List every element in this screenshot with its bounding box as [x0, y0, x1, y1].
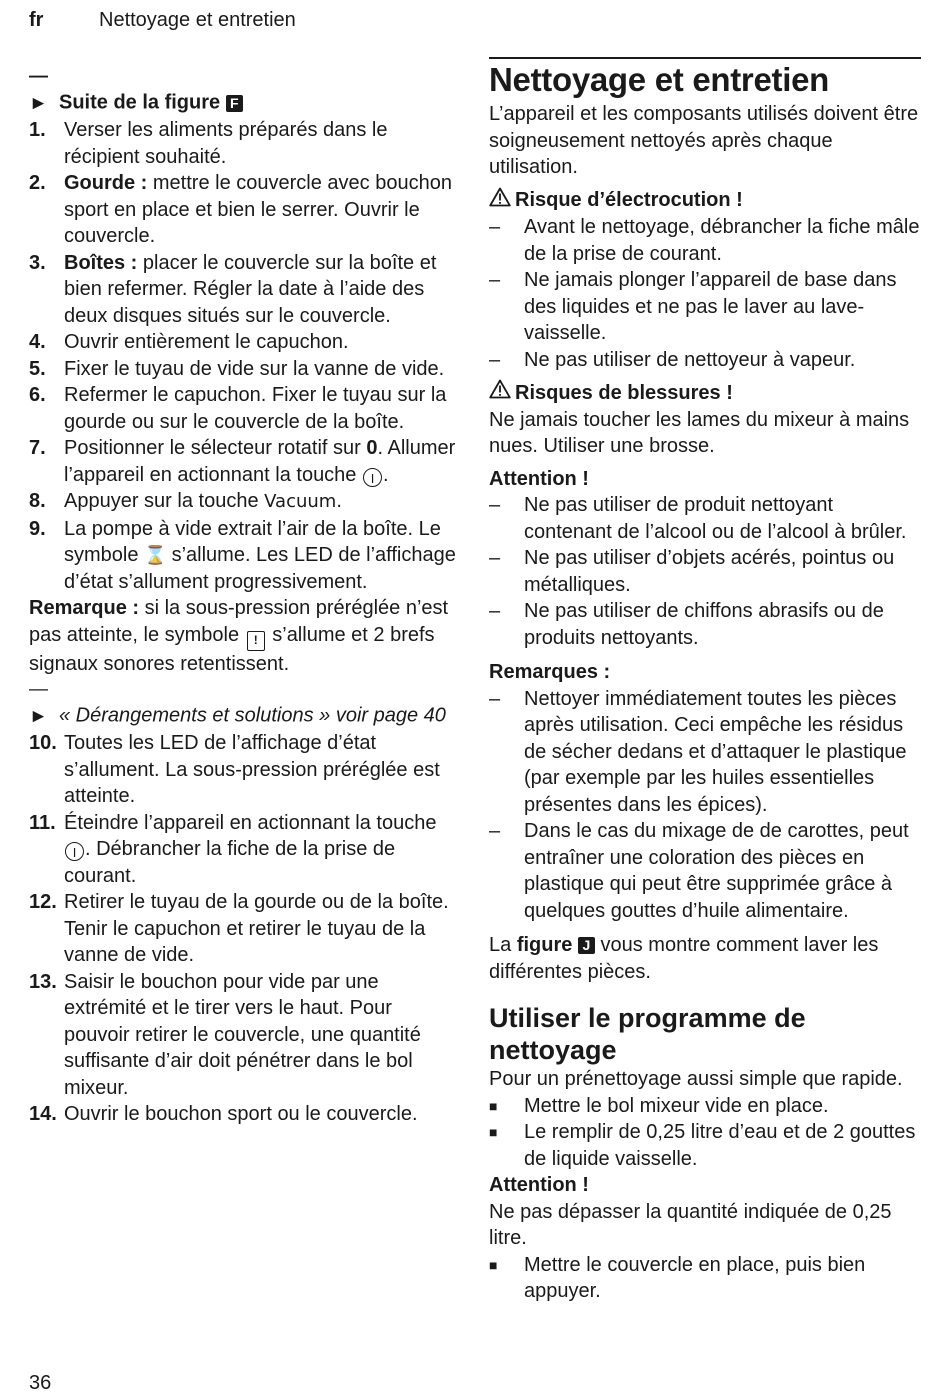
- warning-heading: Risques de blessures !: [489, 379, 921, 407]
- warning-list: [489, 214, 921, 373]
- warning-triangle-icon: [489, 187, 515, 215]
- list-item: ■ Mettre le couvercle en place, puis bien appuyer.: [489, 1252, 921, 1305]
- arrow-right-icon: —►: [29, 679, 46, 727]
- list-item: ■ Le remplir de 0,25 litre d’eau et de 2 gouttes de liquide vaisselle.: [489, 1119, 921, 1172]
- step-item: 13. Saisir le bouchon pour vide par une extrémité et le tirer vers le haut. Pour pouvoir retirer le couvercle, une quantité suffisante d’air doit pénétrer dans le bol mixeur.: [29, 970, 421, 1099]
- dash-marker: –: [489, 269, 501, 291]
- program-intro: Pour un prénettoyage aussi simple que rapide.: [489, 1068, 903, 1090]
- vacuum-symbol-icon: ⌛: [144, 545, 167, 565]
- program-list: [489, 1093, 921, 1173]
- steps-list-end: [29, 889, 461, 1128]
- program-list: [489, 1252, 921, 1305]
- dash-marker: –: [489, 216, 501, 238]
- warning-heading: Risque d’électrocution !: [489, 187, 921, 215]
- dash-marker: –: [489, 348, 501, 371]
- page-number: 36: [29, 1372, 52, 1394]
- step-item: 5. Fixer le tuyau de vide sur la vanne de vide.: [29, 357, 445, 380]
- step-item: 7. Positionner le sélecteur rotatif sur 0. Allumer l’appareil en actionnant la touche I .: [29, 437, 456, 486]
- header-title: Nettoyage et entretien: [99, 9, 296, 31]
- steps-list: [29, 117, 461, 435]
- power-button-icon: I: [65, 842, 84, 861]
- warning-triangle-icon: [489, 379, 515, 407]
- dash-marker: –: [489, 687, 501, 710]
- figure-note: La figure J vous montre comment laver les différentes pièces.: [489, 934, 879, 983]
- subsection-title: Utiliser le programme de nettoyage: [489, 1003, 806, 1065]
- list-item: – Ne pas utiliser de nettoyeur à vapeur.: [489, 347, 921, 374]
- attention-list: [489, 492, 921, 651]
- step-item: 6. Refermer le capuchon. Fixer le tuyau sur la gourde ou sur le couvercle de la boîte.: [29, 384, 447, 433]
- section-divider: [489, 57, 921, 59]
- section-title: Nettoyage et entretien: [489, 61, 829, 98]
- bullet-square-icon: ■: [489, 1256, 498, 1273]
- page-header: [29, 6, 296, 34]
- step-item: 3. Boîtes : placer le couvercle sur la boîte et bien refermer. Régler la date à l’aide des deux disques situés sur le couvercle.: [29, 251, 437, 327]
- step-item: 12. Retirer le tuyau de la gourde ou de la boîte. Tenir le capuchon et retirer le tuyau de la vanne de vide.: [29, 891, 449, 966]
- intro-paragraph: L’appareil et les composants utilisés doivent être soigneusement nettoyés après chaque utilisation.: [489, 103, 919, 178]
- step-item: 2. Gourde : mettre le couvercle avec bouchon sport en place et bien le serrer. Ouvrir le couvercle.: [29, 172, 452, 247]
- step-item: 11. Éteindre l’appareil en actionnant la touche I . Débrancher la fiche de la prise de courant.: [29, 811, 437, 887]
- remarks-list: [489, 686, 921, 925]
- left-column: [29, 64, 461, 1128]
- step-item: 8. Appuyer sur la touche Vacuum.: [29, 490, 342, 512]
- dash-marker: –: [489, 600, 501, 622]
- warning-text: Ne jamais toucher les lames du mixeur à mains nues. Utiliser une brosse.: [489, 408, 910, 457]
- attention-text: Ne pas dépasser la quantité indiquée de 0,25 litre.: [489, 1200, 892, 1249]
- power-button-icon: I: [363, 468, 382, 487]
- dash-marker: –: [489, 547, 501, 569]
- step-item: 1. Verser les aliments préparés dans le récipient souhaité.: [29, 119, 388, 168]
- attention-heading: Attention !: [489, 1174, 589, 1196]
- list-item: – Dans le cas du mixage de de carottes, peut entraîner une coloration des pièces en plastique qui peut être supprimée grâce à quelques gouttes d’huile alimentaire.: [489, 818, 921, 924]
- step-item: 14. Ouvrir le bouchon sport ou le couvercle.: [29, 1103, 418, 1125]
- list-item: – Ne pas utiliser d’objets acérés, pointus ou métalliques.: [489, 545, 921, 598]
- dash-marker: –: [489, 494, 501, 516]
- remarks-heading: Remarques :: [489, 661, 611, 683]
- step-item: 4. Ouvrir entièrement le capuchon.: [29, 331, 349, 353]
- step-item: 9. La pompe à vide extrait l’air de la boîte. Le symbole ⌛ s’allume. Les LED de l’affichage d’état s’allument progressivement.: [29, 517, 456, 593]
- step-item: 10. Toutes les LED de l’affichage d’état s’allument. La sous-pression préréglée est atteinte.: [29, 732, 440, 807]
- right-column: [489, 57, 921, 1305]
- vacuum-key-label: Vacuum: [264, 491, 337, 512]
- warning-symbol-icon: !: [247, 631, 265, 651]
- list-item: ■ Mettre le bol mixeur vide en place.: [489, 1093, 921, 1120]
- list-item: – Avant le nettoyage, débrancher la fiche mâle de la prise de courant.: [489, 214, 921, 267]
- continued-heading: —► Suite de la figure F: [29, 64, 461, 117]
- figure-label-icon: J: [578, 937, 595, 954]
- bullet-square-icon: ■: [489, 1124, 498, 1140]
- list-item: – Ne pas utiliser de chiffons abrasifs ou de produits nettoyants.: [489, 598, 921, 651]
- list-item: – Ne pas utiliser de produit nettoyant contenant de l’alcool ou de l’alcool à brûler.: [489, 492, 921, 545]
- bullet-square-icon: ■: [489, 1097, 498, 1114]
- list-item: – Ne jamais plonger l’appareil de base dans des liquides et ne pas le laver au lave-vaisselle.: [489, 267, 921, 347]
- list-item: – Nettoyer immédiatement toutes les pièces après utilisation. Ceci empêche les résidus de sécher dedans et d’attaquer le plastique (par exemple par les huiles essentielles présentes dans les épices).: [489, 686, 921, 819]
- dash-marker: –: [489, 820, 501, 842]
- attention-heading: Attention !: [489, 467, 589, 490]
- remark-paragraph: Remarque : si la sous-pression préréglée n’est pas atteinte, le symbole ! s’allume et 2 brefs signaux sonores retentissent.: [29, 597, 449, 675]
- arrow-right-icon: —►: [29, 66, 46, 114]
- figure-label-icon: F: [226, 95, 243, 112]
- language-code: fr: [29, 9, 44, 31]
- cross-reference: —► « Dérangements et solutions » voir page 40: [29, 677, 461, 730]
